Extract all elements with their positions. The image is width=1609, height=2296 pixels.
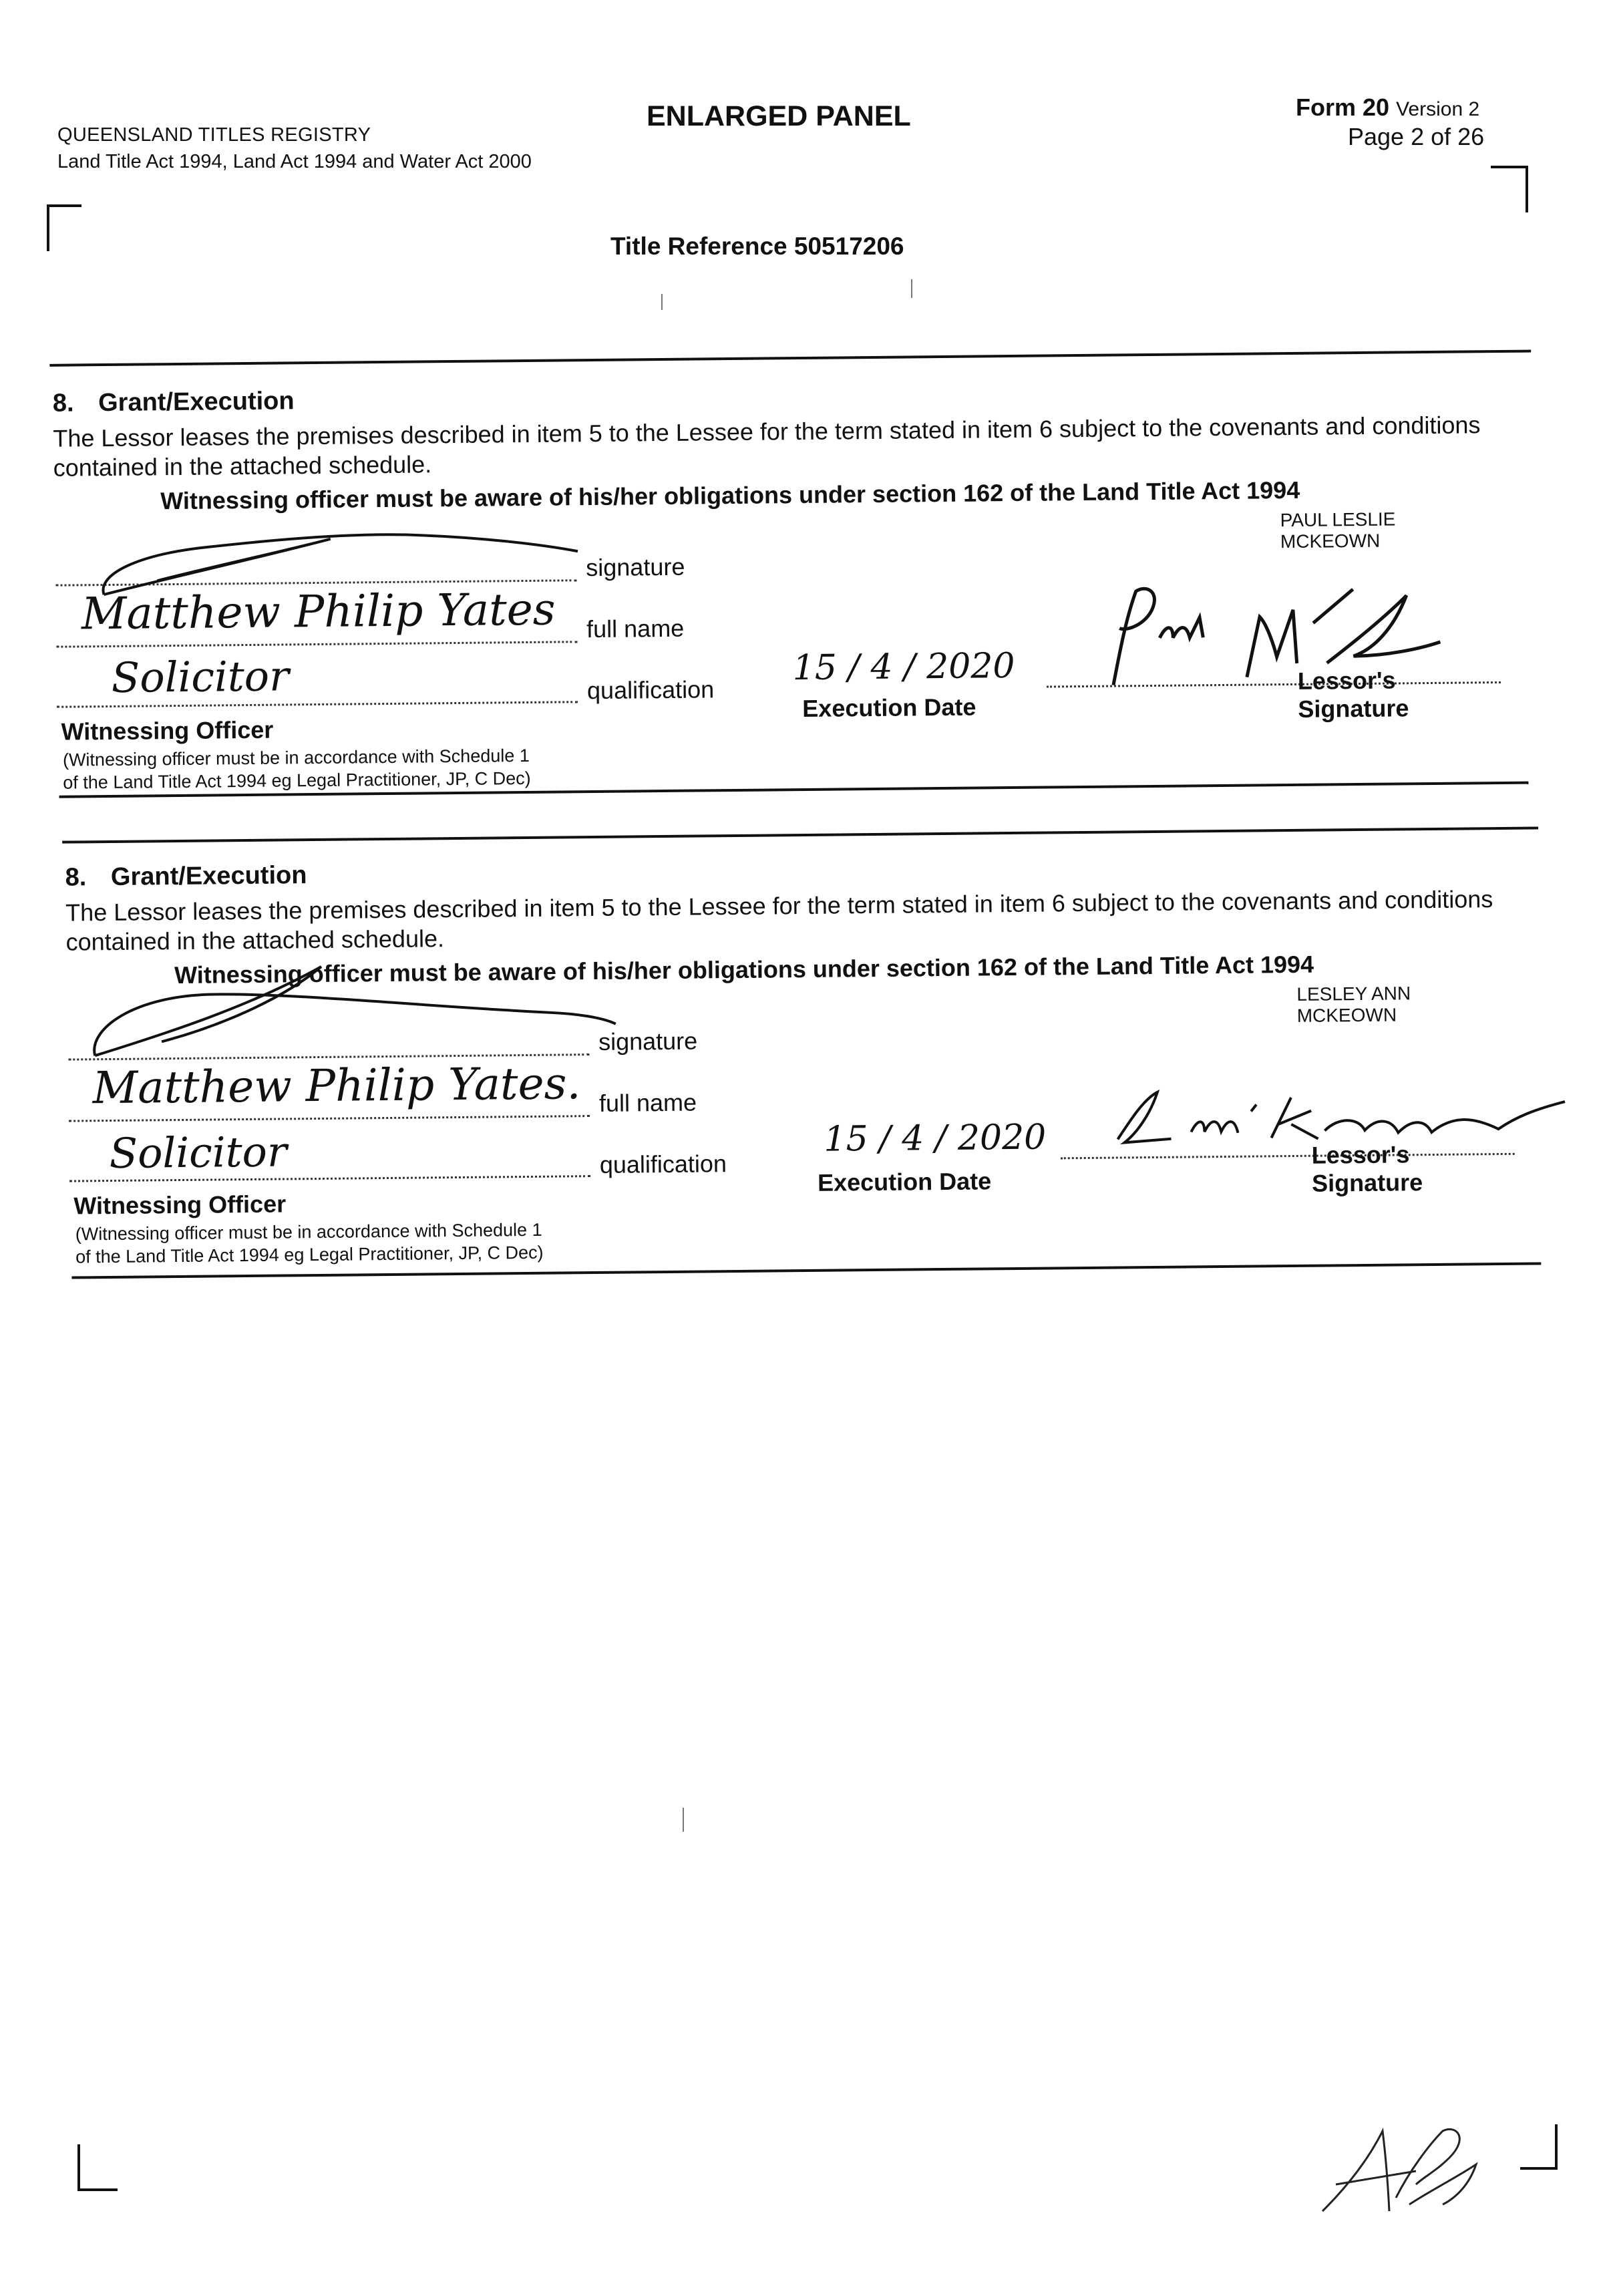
lessor-name: PAUL LESLIE MCKEOWN [1280, 508, 1396, 552]
section-heading [65, 861, 307, 892]
witnessing-officer-note [75, 1218, 544, 1269]
witnessing-officer-note [63, 744, 531, 794]
form-label: Form 20 [1296, 94, 1390, 121]
lessor-signature-drawing [1097, 1075, 1566, 1153]
witness-obligation-note: Witnessing officer must be aware of his/her obligations under section 162 of the Land Title Act 1994 [174, 950, 1314, 989]
signature-label: signature [598, 1027, 698, 1055]
form-version: Version 2 [1396, 98, 1480, 120]
execution-date-value: 15 / 4 / 2020 [792, 645, 1015, 689]
scan-speck [683, 1808, 684, 1832]
witnessing-officer-note-line-1: (Witnessing officer must be in accordance with Schedule 1 [75, 1219, 542, 1245]
full-name-label: full name [598, 1088, 697, 1117]
page-number: Page 2 of 26 [1348, 123, 1485, 150]
execution-date-label: Execution Date [802, 693, 976, 723]
section-title: Grant/Execution [98, 387, 295, 418]
witness-signature-drawing [81, 951, 616, 1063]
witnessing-officer-label: Witnessing Officer [61, 715, 274, 746]
section-number: 8. [65, 863, 87, 892]
witnessing-officer-label: Witnessing Officer [73, 1190, 287, 1220]
corner-mark-bottom-left [77, 2144, 118, 2191]
qualification-label: qualification [586, 675, 715, 705]
registry-name: QUEENSLAND TITLES REGISTRY [57, 124, 371, 146]
execution-date-label: Execution Date [817, 1167, 992, 1196]
governing-acts: Land Title Act 1994, Land Act 1994 and Water Act 2000 [57, 151, 532, 172]
lessor-name: LESLEY ANN MCKEOWN [1296, 983, 1411, 1026]
section-divider [62, 826, 1538, 843]
full-name-line [56, 641, 577, 647]
witness-full-name: Matthew Philip Yates [81, 583, 556, 640]
qualification-label: qualification [599, 1150, 727, 1178]
signature-label: signature [586, 552, 685, 582]
witness-obligation-note: Witnessing officer must be aware of his/her obligations under section 162 of the Land Title Act 1994 [160, 476, 1300, 515]
section-title: Grant/Execution [110, 861, 307, 891]
section-body-text: The Lessor leases the premises described in item 5 to the Lessee for the term stated in item 6 subject to the covenants and conditions contained in the attached schedule. [53, 411, 1481, 482]
witness-qualification: Solicitor [111, 651, 290, 702]
witnessing-officer-note-line-1: (Witnessing officer must be in accordance with Schedule 1 [62, 745, 530, 770]
lessor-signature-drawing [1072, 575, 1447, 692]
full-name-line [69, 1115, 590, 1122]
lessor-signature-label: Lessor's Signature [1311, 1140, 1423, 1197]
section-number: 8. [52, 389, 74, 418]
full-name-label: full name [586, 614, 685, 643]
corner-mark-bottom-right [1520, 2124, 1558, 2170]
title-reference: Title Reference 50517206 [610, 232, 904, 260]
witnessing-officer-note-line-2: of the Land Title Act 1994 eg Legal Practitioner, JP, C Dec) [63, 768, 531, 793]
execution-date-value: 15 / 4 / 2020 [824, 1117, 1047, 1160]
qualification-line [57, 701, 578, 707]
initials-signature [1309, 2118, 1496, 2218]
witness-qualification: Solicitor [109, 1127, 287, 1178]
section-body-text: The Lessor leases the premises described in item 5 to the Lessee for the term stated in item 6 subject to the covenants and conditions contained in the attached schedule. [65, 885, 1493, 956]
panel-title: ENLARGED PANEL [647, 100, 911, 132]
witnessing-officer-note-line-2: of the Land Title Act 1994 eg Legal Practitioner, JP, C Dec) [75, 1242, 544, 1267]
lessor-signature-label: Lessor's Signature [1297, 666, 1409, 723]
corner-mark-top-right [1491, 166, 1528, 212]
witness-full-name: Matthew Philip Yates. [92, 1057, 581, 1114]
